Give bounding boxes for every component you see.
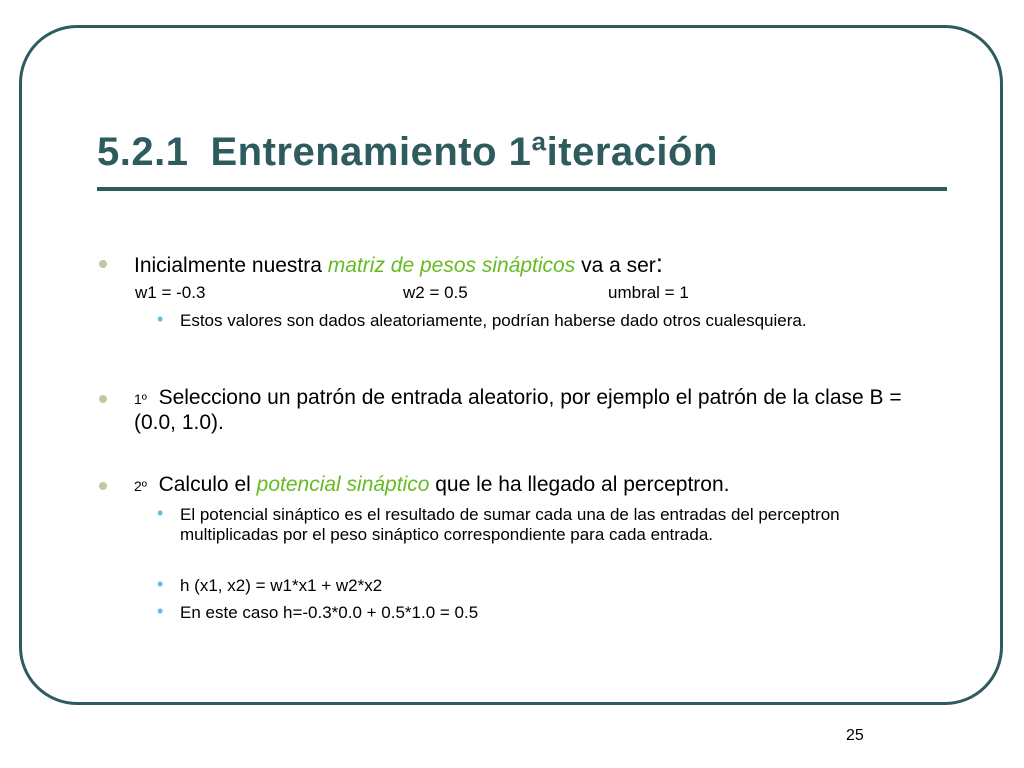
sub-bullet-dot: • xyxy=(157,309,164,329)
step-text-pre: Calculo el xyxy=(158,473,257,496)
step-ordinal: 1º xyxy=(134,391,147,407)
sub-bullet-dot: • xyxy=(157,503,164,523)
bullet-dot xyxy=(99,260,107,268)
sub-bullet-potential-definition xyxy=(157,503,920,545)
sub-bullet-text: Estos valores son dados aleatoriamente, podrían haberse dado otros cualesquiera. xyxy=(180,311,807,330)
sub-bullet-random-values xyxy=(157,309,920,331)
bullet-text-post: va a ser xyxy=(575,254,656,277)
title-number: 5.2.1 xyxy=(97,130,189,174)
bullet-dot xyxy=(99,395,107,403)
title-text: Entrenamiento 1ªiteración xyxy=(210,130,718,174)
sub-bullet-dot: • xyxy=(157,574,164,594)
sub-bullet-dot: • xyxy=(157,601,164,621)
sub-bullet-example xyxy=(157,601,920,623)
page-number: 25 xyxy=(846,727,864,744)
bullet-dot xyxy=(99,482,107,490)
step-ordinal: 2º xyxy=(134,478,147,494)
bullet-step-1 xyxy=(134,386,944,435)
sub-bullet-text: En este caso h=-0.3*0.0 + 0.5*1.0 = 0.5 xyxy=(180,603,479,622)
highlight-weight-matrix: matriz de pesos sinápticos xyxy=(327,254,576,277)
sub-bullet-text: h (x1, x2) = w1*x1 + w2*x2 xyxy=(180,576,383,595)
bullet-initial-weights xyxy=(134,248,944,278)
weight-w2: w2 = 0.5 xyxy=(403,283,468,302)
step-text: Selecciono un patrón de entrada aleatorio, por ejemplo el patrón de la clase B = (0.0, 1.0). xyxy=(134,386,902,434)
bullet-colon: : xyxy=(655,248,664,278)
sub-bullet-formula xyxy=(157,574,920,596)
weight-umbral: umbral = 1 xyxy=(608,283,689,302)
bullet-text-pre: Inicialmente nuestra xyxy=(134,254,328,277)
weight-w1: w1 = -0.3 xyxy=(135,283,206,302)
bullet-step-2 xyxy=(134,473,944,498)
sub-bullet-text: El potencial sináptico es el resultado de sumar cada una de las entradas del perceptron multiplicadas por el peso sináptico correspondiente para cada entrada. xyxy=(180,505,840,544)
highlight-synaptic-potential: potencial sináptico xyxy=(256,473,430,496)
step-text-post: que le ha llegado al perceptron. xyxy=(429,473,730,496)
